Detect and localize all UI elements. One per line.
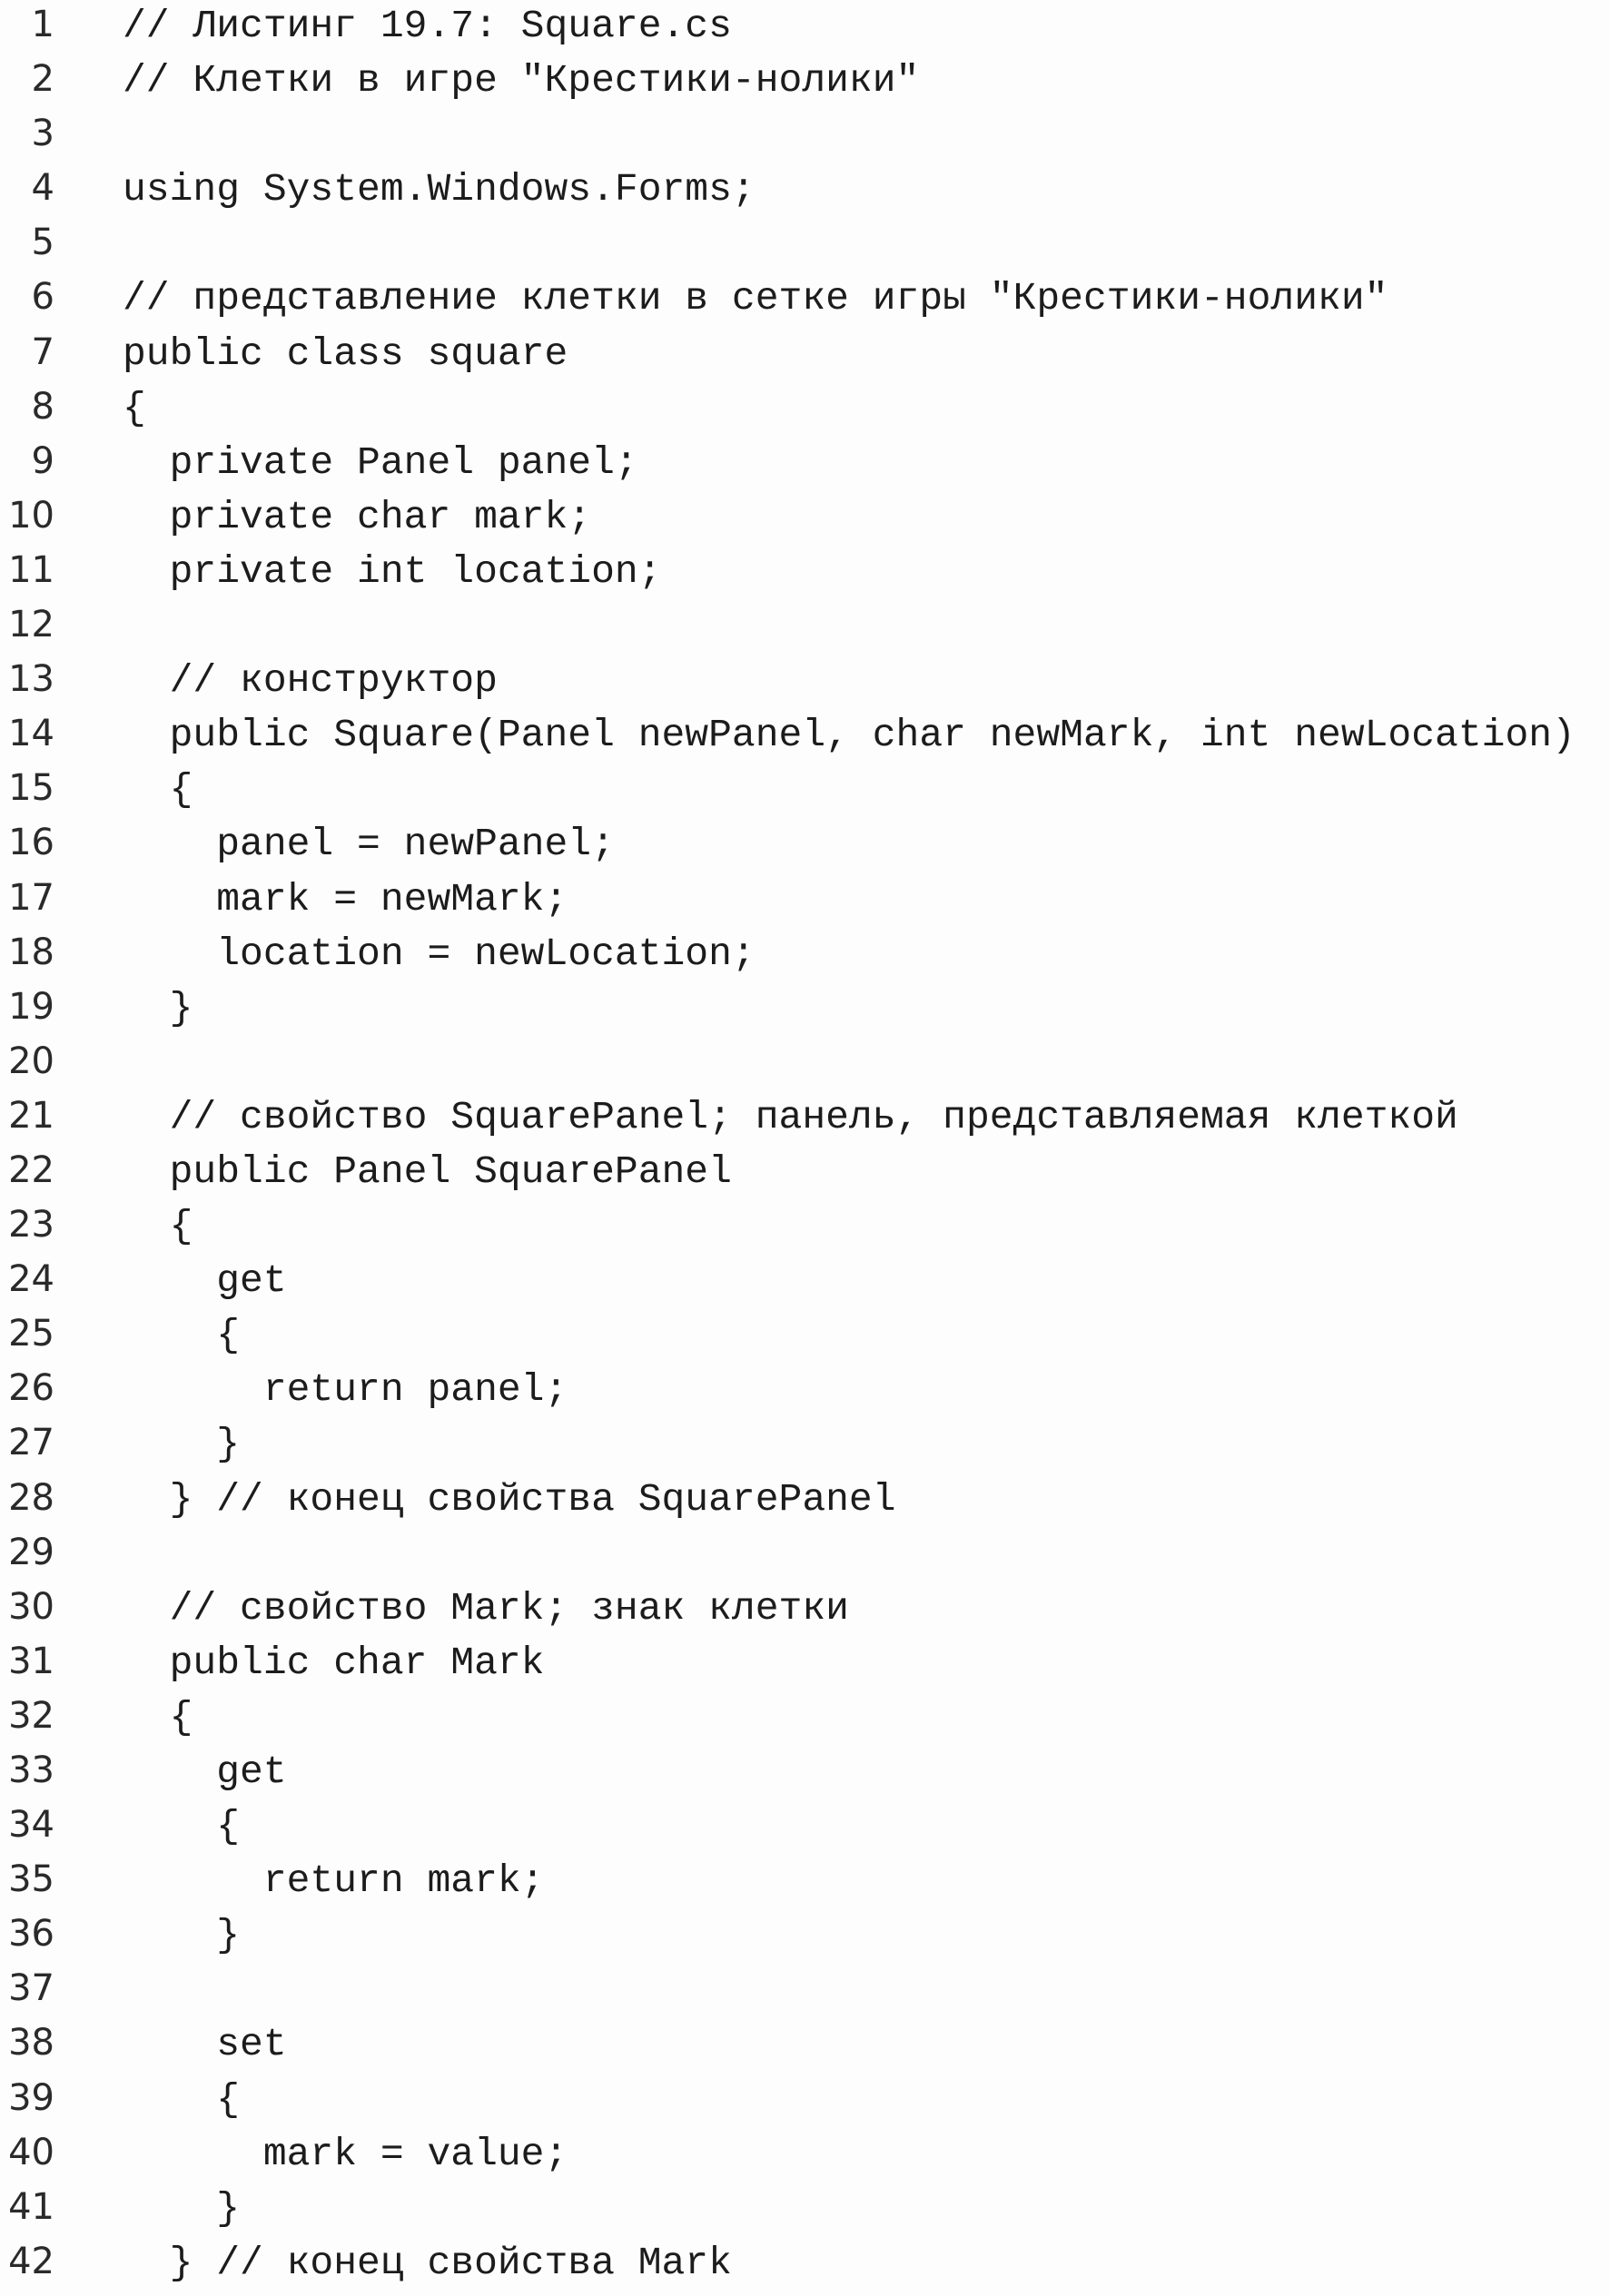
code-line [0, 1477, 1610, 1532]
code-line [0, 1804, 1610, 1858]
code-line [0, 440, 1610, 495]
code-line [0, 495, 1610, 549]
code-line [0, 1149, 1610, 1204]
code-text: // Клетки в игре "Крестики-нолики" [123, 58, 920, 103]
code-line [0, 1040, 1610, 1095]
line-number: 25 [8, 1313, 54, 1355]
code-text: mark = value; [123, 2131, 568, 2176]
code-text: private int location; [123, 548, 662, 594]
code-text: { [123, 385, 146, 430]
code-text: using System.Windows.Forms; [123, 167, 756, 212]
code-line [0, 2241, 1610, 2295]
line-number: 27 [8, 1422, 54, 1464]
line-number: 14 [8, 713, 54, 755]
code-line [0, 1422, 1610, 1476]
line-number: 17 [8, 876, 54, 919]
line-number: 2 [31, 58, 54, 101]
line-number: 11 [8, 548, 54, 591]
line-number: 39 [8, 2076, 54, 2119]
code-line [0, 604, 1610, 658]
line-number: 16 [8, 822, 54, 864]
code-text: private char mark; [123, 494, 592, 539]
code-text: public class square [123, 330, 568, 376]
code-line [0, 1204, 1610, 1258]
code-text: { [123, 2076, 241, 2122]
code-line [0, 2022, 1610, 2076]
code-text: } [123, 2185, 241, 2231]
line-number: 5 [31, 222, 54, 264]
line-number: 40 [8, 2131, 54, 2173]
line-number: 8 [31, 385, 54, 428]
line-number: 38 [8, 2022, 54, 2064]
line-number: 31 [8, 1640, 54, 1682]
code-line [0, 1967, 1610, 2022]
line-number: 28 [8, 1476, 54, 1519]
code-line [0, 1641, 1610, 1695]
code-text: // представление клетки в сетке игры "Крестики-нолики" [123, 276, 1388, 321]
code-text: get [123, 1749, 287, 1794]
code-line [0, 58, 1610, 113]
line-number: 21 [8, 1094, 54, 1137]
code-line [0, 549, 1610, 604]
code-line [0, 931, 1610, 986]
code-text: } // конец свойства SquarePanel [123, 1476, 896, 1522]
line-number: 18 [8, 931, 54, 973]
code-text: location = newLocation; [123, 931, 756, 976]
code-line [0, 167, 1610, 222]
code-text: } [123, 1422, 241, 1467]
line-number: 33 [8, 1749, 54, 1791]
line-number: 26 [8, 1367, 54, 1410]
code-text: panel = newPanel; [123, 822, 615, 867]
code-line [0, 658, 1610, 713]
code-text: mark = newMark; [123, 876, 568, 921]
code-text: // свойство Mark; знак клетки [123, 1585, 849, 1631]
line-number: 20 [8, 1040, 54, 1082]
code-text: public char Mark [123, 1640, 545, 1685]
code-line [0, 2132, 1610, 2186]
line-number: 3 [31, 113, 54, 155]
code-line [0, 1532, 1610, 1586]
code-text: { [123, 1313, 241, 1358]
line-number: 19 [8, 985, 54, 1028]
code-text: // свойство SquarePanel; панель, представляемая клеткой [123, 1094, 1458, 1139]
code-line [0, 1586, 1610, 1641]
code-text: { [123, 1204, 193, 1249]
line-number: 32 [8, 1694, 54, 1737]
code-line [0, 386, 1610, 440]
code-text: return panel; [123, 1367, 568, 1413]
line-number: 36 [8, 1913, 54, 1956]
line-number: 29 [8, 1531, 54, 1573]
line-number: 10 [8, 494, 54, 537]
code-text: public Square(Panel newPanel, char newMark, int newLocation) [123, 713, 1575, 758]
line-number: 24 [8, 1258, 54, 1301]
code-text: public Panel SquarePanel [123, 1148, 732, 1194]
code-line [0, 1313, 1610, 1367]
code-line [0, 1858, 1610, 1913]
line-number: 22 [8, 1148, 54, 1191]
code-line [0, 1695, 1610, 1749]
code-line [0, 2077, 1610, 2132]
line-number: 15 [8, 767, 54, 810]
code-listing [0, 4, 1610, 2295]
code-line [0, 222, 1610, 276]
line-number: 37 [8, 1967, 54, 2010]
code-line [0, 986, 1610, 1040]
code-line [0, 713, 1610, 767]
code-text: { [123, 767, 193, 813]
code-text: { [123, 1804, 241, 1849]
line-number: 6 [31, 276, 54, 319]
line-number: 9 [31, 439, 54, 482]
code-line [0, 1367, 1610, 1422]
code-line [0, 877, 1610, 931]
code-text: } [123, 985, 193, 1030]
line-number: 41 [8, 2185, 54, 2228]
code-text: } // конец свойства Mark [123, 2240, 732, 2285]
line-number: 30 [8, 1585, 54, 1628]
code-line [0, 113, 1610, 167]
code-line [0, 1913, 1610, 1967]
line-number: 34 [8, 1804, 54, 1847]
line-number: 42 [8, 2240, 54, 2282]
code-text: { [123, 1694, 193, 1739]
code-line [0, 767, 1610, 822]
code-text: set [123, 2022, 287, 2067]
code-line [0, 276, 1610, 330]
code-line [0, 822, 1610, 876]
code-text: // Листинг 19.7: Square.cs [123, 4, 732, 48]
code-line [0, 1095, 1610, 1149]
line-number: 4 [31, 167, 54, 210]
code-text: } [123, 1913, 241, 1958]
line-number: 1 [31, 4, 54, 45]
code-line [0, 331, 1610, 386]
line-number: 12 [8, 604, 54, 646]
line-number: 23 [8, 1204, 54, 1247]
code-text: // конструктор [123, 658, 498, 704]
code-line [0, 1749, 1610, 1804]
code-line [0, 2186, 1610, 2241]
code-line [0, 4, 1610, 58]
line-number: 13 [8, 658, 54, 701]
code-text: return mark; [123, 1858, 545, 1904]
code-line [0, 1258, 1610, 1313]
code-text: get [123, 1258, 287, 1304]
line-number: 7 [31, 330, 54, 373]
line-number: 35 [8, 1858, 54, 1901]
code-text: private Panel panel; [123, 439, 638, 485]
